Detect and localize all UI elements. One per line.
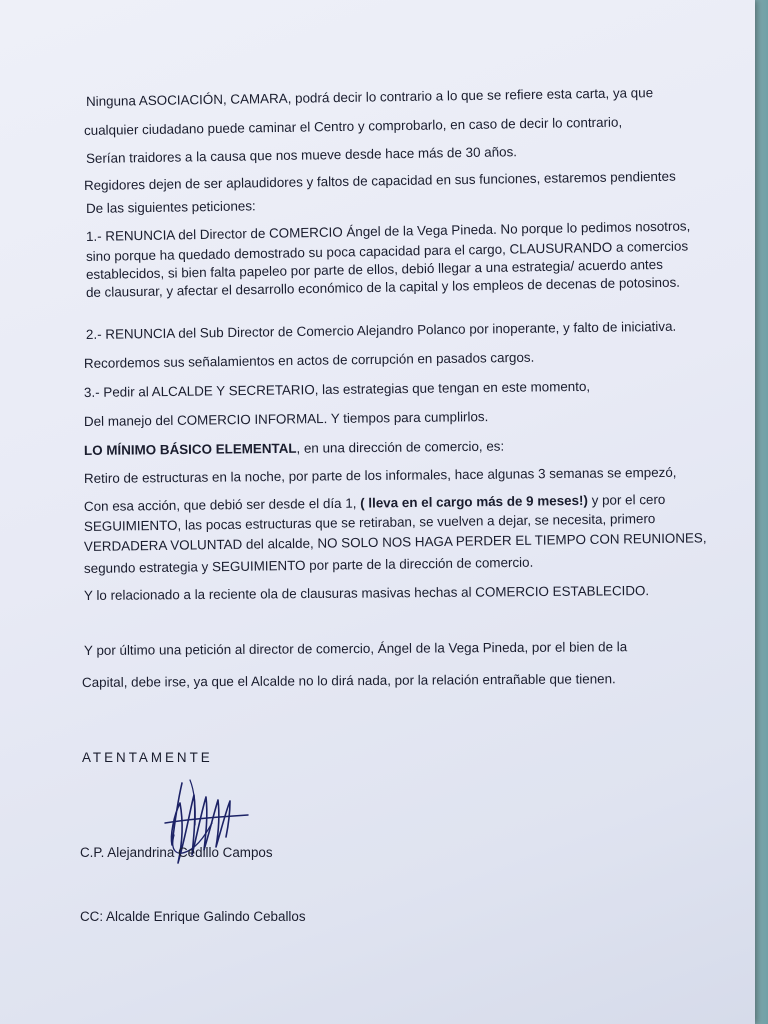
- signer-name: C.P. Alejandrina Cedillo Campos: [80, 845, 273, 860]
- action-bold: ( lleva en el cargo más de 9 meses!): [360, 492, 589, 511]
- petition-1-line: 1.- RENUNCIA del Director de COMERCIO Ángel de la Vega Pineda. No porque lo pedimos nosotros,: [85, 218, 691, 244]
- action-line: VERDADERA VOLUNTAD del alcalde, NO SOLO NOS HAGA PERDER EL TIEMPO CON REUNIONES,: [83, 530, 707, 554]
- petition-3-line: 3.- Pedir al ALCALDE Y SECRETARIO, las estrategias que tengan en este momento,: [83, 378, 591, 400]
- paragraph-line: cualquier ciudadano puede caminar el Centro y comprobarlo, en caso de decir lo contrario,: [83, 114, 623, 138]
- petition-1-line: de clausurar, y afectar el desarrollo económico de la capital y los empleos de decenas de potosinos.: [85, 274, 681, 300]
- action-line: Con esa acción, que debió ser desde el día 1, ( lleva en el cargo más de 9 meses!) y por el cero: [83, 491, 666, 514]
- petition-2-line: 2.- RENUNCIA del Sub Director de Comercio Alejandro Polanco por inoperante, y falto de iniciativa.: [85, 318, 677, 342]
- petition-3-line: Del manejo del COMERCIO INFORMAL. Y tiempos para cumplirlos.: [83, 409, 489, 429]
- minimum-heading-rest: , en una dirección de comercio, es:: [296, 438, 505, 456]
- minimum-heading-bold: LO MÍNIMO BÁSICO ELEMENTAL: [83, 440, 297, 458]
- petition-1-line: sino porque ha quedado demostrado su poca capacidad para el cargo, CLAUSURANDO a comercios: [85, 238, 689, 264]
- paragraph-line: Retiro de estructuras en la noche, por parte de los informales, hace algunas 3 semanas se empezó,: [83, 464, 677, 486]
- minimum-heading: [84, 440, 504, 458]
- cc-line: CC: Alcalde Enrique Galindo Ceballos: [80, 909, 306, 924]
- petition-2-line: Recordemos sus señalamientos en actos de corrupción en pasados cargos.: [83, 349, 535, 371]
- handwritten-signature: [160, 775, 255, 875]
- paragraph-line: Y lo relacionado a la reciente ola de clausuras masivas hechas al COMERCIO ESTABLECIDO.: [83, 583, 650, 603]
- closing: ATENTAMENTE: [82, 750, 213, 765]
- paragraph-line: De las siguientes peticiones:: [85, 198, 256, 216]
- paragraph-line: Ninguna ASOCIACIÓN, CAMARA, podrá decir lo contrario a lo que se refiere esta carta, ya que: [85, 85, 654, 109]
- action-line: SEGUIMIENTO, las pocas estructuras que se retiraban, se vuelven a dejar, se necesita, primero: [83, 511, 656, 534]
- action-line: segundo estrategia y SEGUIMIENTO por parte de la dirección de comercio.: [83, 554, 534, 576]
- final-petition-line: Capital, debe irse, ya que el Alcalde no lo dirá nada, por la relación entrañable que tienen.: [81, 671, 616, 690]
- paragraph-line: Serían traidores a la causa que nos mueve desde hace más de 30 años.: [85, 144, 518, 166]
- paragraph-line: Regidores dejen de ser aplaudidores y faltos de capacidad en sus funciones, estaremos pendientes: [83, 168, 676, 193]
- petition-1-line: establecidos, si bien falta papeleo por parte de ellos, debió llegar a una estrategia/ acuerdo antes: [85, 256, 663, 282]
- final-petition-line: Y por último una petición al director de comercio, Ángel de la Vega Pineda, por el bien de la: [83, 639, 628, 658]
